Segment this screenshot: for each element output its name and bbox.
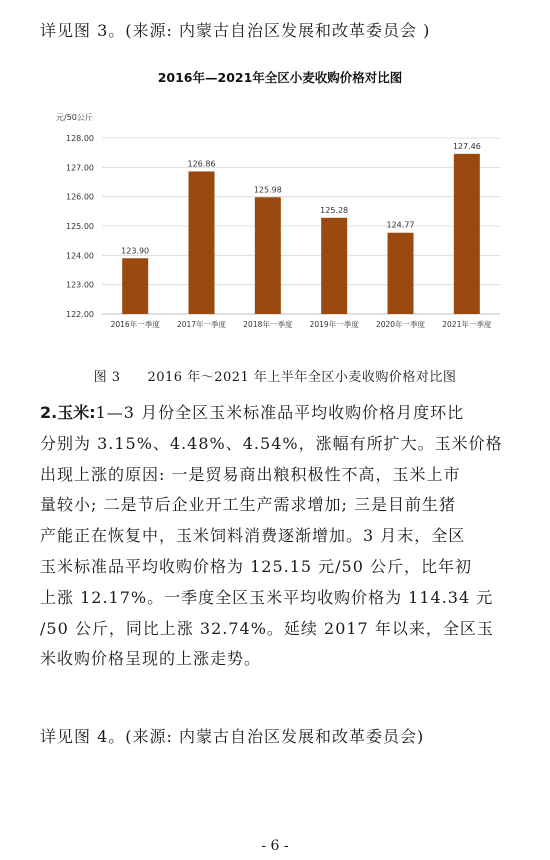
y-tick-label: 124.00 xyxy=(66,251,94,261)
data-label: 125.98 xyxy=(253,185,282,195)
bar xyxy=(255,197,281,314)
x-tick-label: 2020年一季度 xyxy=(375,320,426,329)
data-label: 126.86 xyxy=(187,159,216,169)
paragraph-line: 量较小; 二是节后企业开工生产需求增加; 三是目前生猪 xyxy=(40,495,456,515)
y-axis-label: 元/50公斤 xyxy=(56,113,93,122)
y-tick-label: 125.00 xyxy=(66,222,94,231)
y-tick-label: 128.00 xyxy=(66,134,94,143)
data-label: 124.77 xyxy=(386,220,415,230)
data-label: 125.28 xyxy=(320,205,349,215)
corn-section xyxy=(40,398,510,675)
paragraph-line: 出现上涨的原因: 一是贸易商出粮积极性不高，玉米上市 xyxy=(40,464,461,484)
x-tick-label: 2018年一季度 xyxy=(243,320,293,329)
y-tick-label: 126.00 xyxy=(66,192,94,202)
paragraph-line: /50 公斤，同比上涨 32.74%。延续 2017 年以来，全区玉 xyxy=(40,618,494,638)
x-tick-label: 2021年一季度 xyxy=(442,320,492,329)
data-label: 123.90 xyxy=(121,246,150,256)
bar xyxy=(321,218,347,314)
paragraph-line: 玉米标准品平均收购价格为 125.15 元/50 公斤，比年初 xyxy=(40,556,472,576)
bar xyxy=(388,233,414,314)
paragraph-line: 分别为 3.15%、4.48%、4.54%，涨幅有所扩大。玉米价格 xyxy=(40,433,503,453)
paragraph-line-1-text: 1—3 月份全区玉米标准品平均收购价格月度环比 xyxy=(95,403,465,422)
paragraph-line-1 xyxy=(40,398,510,429)
section-heading: 2.玉米: xyxy=(40,403,96,422)
x-tick-label: 2017年一季度 xyxy=(176,320,227,329)
x-tick-label: 2016年一季度 xyxy=(110,320,160,329)
y-tick-label: 123.00 xyxy=(66,280,94,290)
paragraph-line: 上涨 12.17%。一季度全区玉米平均收购价格为 114.34 元 xyxy=(40,587,494,607)
chart-title: 2016年—2021年全区小麦收购价格对比图 xyxy=(157,70,403,85)
bar xyxy=(454,154,480,314)
bar xyxy=(189,171,215,314)
paragraph-line: 产能正在恢复中，玉米饲料消费逐渐增加。3 月末，全区 xyxy=(40,526,466,546)
data-label: 127.46 xyxy=(452,141,481,151)
page-number: - 6 - xyxy=(261,838,289,854)
bar xyxy=(122,258,148,314)
y-tick-label: 122.00 xyxy=(66,310,94,319)
source-reference-line: 详见图 4。(来源: 内蒙古自治区发展和改革委员会) xyxy=(40,727,425,746)
y-tick-label: 127.00 xyxy=(66,163,94,173)
intro-reference-line: 详见图 3。(来源: 内蒙古自治区发展和改革委员会 ) xyxy=(40,21,431,40)
figure-caption: 图 3 2016 年～2021 年上半年全区小麦收购价格对比图 xyxy=(93,370,457,385)
x-tick-label: 2019年一季度 xyxy=(309,320,359,329)
paragraph-line: 米收购价格呈现的上涨走势。 xyxy=(40,649,262,669)
wheat-price-chart xyxy=(40,62,520,352)
chart-svg xyxy=(40,62,520,352)
